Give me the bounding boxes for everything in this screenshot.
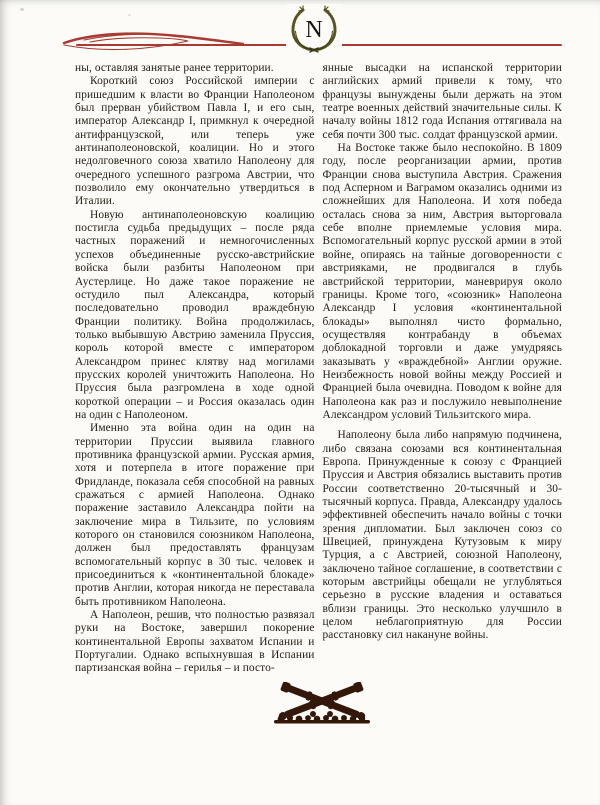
- monogram-letter: N: [305, 17, 323, 43]
- scan-speck: [128, 14, 131, 16]
- calligraphic-flourish-icon: [60, 28, 245, 58]
- crossed-cannons-icon: [268, 682, 376, 728]
- paragraph: янные высадки на испанской территории английских армий привели к тому, что французы вынуждены были держать на этом театре военных действий значительные силы. К началу войны 1812 года Испания оттягивала на себя почти 300 тыс. солдат французской армии.: [322, 62, 562, 141]
- laurel-wreath-icon: [286, 4, 342, 54]
- scan-speck: [20, 8, 24, 11]
- paragraph: Именно эта война один на один на территории Пруссии выявила главного противника французской армии. Русская армия, хотя и потерпела в итоге поражение при Фридланде, показала себя способной на равных сражаться с армией Наполеона. Однако поражение заставило Александра пойти на заключение мира в Тильзите, по условиям которого он становился союзником Наполеона, должен был предоставлять французам вспомогательный корпус в 30 тыс. человек и присоединиться к «континентальной блокаде» против Англии, которая никогда не переставала быть противником Наполеона.: [75, 422, 315, 608]
- paragraph: А Наполеон, решив, что полностью развязал руки на Востоке, завершил покорение континентальной Европы захватом Испании и Португалии. Однако вспыхнувшая в Испании партизанская война – герилья – и посто-: [75, 609, 315, 675]
- paragraph: Наполеону была либо напрямую подчинена, либо связана союзами вся континентальная Европа. Принужденные к союзу с Францией Пруссия и Австрия обязались выставить против России соответственно 20-тысячный и 30-тысячный корпуса. Правда, Александру удалось эффективней обеспечить начало войны с точки зрения дипломатии. Был заключен союз со Швецией, принуждена Кутузовым к миру Турция, а с Австрией, союзной Наполеону, заключено тайное соглашение, в соответствии с которым австрийцы обещали не углубляться серьезно в русские владения и оставаться вблизи границы. Это несколько улучшило в целом неблагоприятную для России расстановку сил накануне войны.: [322, 429, 562, 642]
- paragraph: Короткий союз Российской империи с пришедшим к власти во Франции Наполеоном был прерван убийством Павла I, и его сын, император Александр I, примкнул к очередной антифранцузской, или теперь уже антинаполеоновской, коалиции. Но и этого недолговечного союза хватило Наполеону для очередного успешного разгрома Австрии, что позволило ему окончательно утвердиться в Италии.: [75, 75, 315, 208]
- text-column-right: [323, 62, 563, 676]
- paragraph: На Востоке также было неспокойно. В 1809 году, после реорганизации армии, против Франции снова выступила Австрия. Сражения под Асперном и Ваграмом оказались одними из сложнейших для Наполеона. И хотя победа осталась снова за ним, Австрия выторговала себе вполне приемлемые условия мира. Вспомогательный корпус русской армии в этой войне, опираясь на тайные договоренности с австрияками, не продвигался в глубь австрийской территории, маневрируя около границы. Кроме того, «союзник» Наполеона Александр I условия «континентальной блокады» выполнял чисто формально, осуществляя контрабанду в объемах доблокадной торговли и даже умудряясь заказывать у «враждебной» Англии оружие. Неизбежность новой войны между Россией и Францией была очевидна. Поводом к войне для Наполеона как раз и послужило невыполнение Александром условий Тильзитского мира.: [322, 142, 562, 421]
- paragraph: ны, оставляя занятые ранее территории.: [75, 62, 274, 74]
- text-column-left: [75, 62, 315, 676]
- page-body: [75, 62, 562, 676]
- monogram-medallion: [286, 4, 342, 54]
- paragraph: Новую антинаполеоновскую коалицию постигла судьба предыдущих – после ряда частных поражений и немногочисленных успехов объединенные русско-австрийские войска были разбиты Наполеоном при Аустерлице. Но даже такое поражение не остудило пыл Александра, который последовательно проводил враждебную Франции политику. Война продолжилась, только выбывшую Австрию заменила Пруссия, король которой вместе с императором Александром принес клятву над могилами прусских королей уничтожить Наполеона. Но Пруссия была разгромлена в ходе одной короткой операции – и Россия оказалась один на один с Наполеоном.: [75, 208, 315, 421]
